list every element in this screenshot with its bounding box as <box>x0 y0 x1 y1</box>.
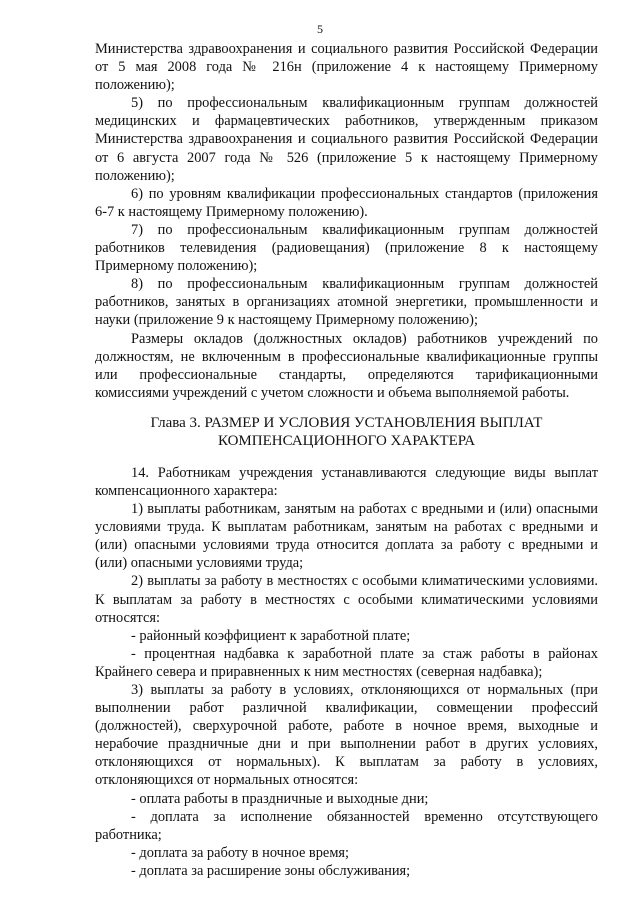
page-number: 5 <box>317 22 323 36</box>
paragraph: 7) по профессиональным квалификационным группам должностей работников телевидения (радиовещания) (приложение 8 к настоящему Примерному положению); <box>95 221 598 275</box>
list-item: - доплата за расширение зоны обслуживания; <box>131 862 411 879</box>
paragraph: 2) выплаты за работу в местностях с особыми климатическими условиями. К выплатам за работу в местностях с особыми климатическими условиями относятся: <box>95 573 598 626</box>
paragraph: 14. Работникам учреждения устанавливаются следующие виды выплат компенсационного характера: <box>95 464 598 499</box>
paragraph: 1) выплаты работникам, занятым на работах с вредными и (или) опасными условиями труда. К выплатам работникам, занятым на работах с вредными и (или) опасными условиями труда относится доплата за работу с вредными и (или) опасными условиями труда; <box>95 501 598 572</box>
list-item: - районный коэффициент к заработной плате; <box>131 627 411 644</box>
paragraph: Размеры окладов (должностных окладов) работников учреждений по должностям, не включенным в профессиональные квалификационные группы или профессиональные стандарты, определяются тарификационными комиссиями учреждений с учетом сложности и объема выполняемой работы. <box>95 330 598 401</box>
list-item: - доплата за работу в ночное время; <box>131 844 350 861</box>
chapter-heading <box>95 414 598 451</box>
paragraph: 3) выплаты за работу в условиях, отклоняющихся от нормальных (при выполнении работ различной квалификации, совмещении профессий (должностей), сверхурочной работе, работе в ночное время, выходные и нерабочие праздничные дни и при выполнении работ в других условиях, отклоняющихся от нормальных). К выплатам за работу в условиях, отклоняющихся от нормальных относятся: <box>95 682 598 789</box>
document-body <box>95 40 598 880</box>
chapter-heading-line: Глава 3. РАЗМЕР И УСЛОВИЯ УСТАНОВЛЕНИЯ ВЫПЛАТ <box>150 414 543 431</box>
list-item: - доплата за исполнение обязанностей временно отсутствующего работника; <box>95 808 598 843</box>
paragraph: 5) по профессиональным квалификационным группам должностей медицинских и фармацевтических работников, утвержденным приказом Министерства здравоохранения и социального развития Российской Федерации от 6 августа 2007 года № 526 (приложение 5 к настоящему Примерному положению); <box>95 95 598 184</box>
paragraph: 8) по профессиональным квалификационным группам должностей работников, занятых в организациях атомной энергетики, промышленности и науки (приложение 9 к настоящему Примерному положению); <box>95 276 598 329</box>
list-item: - оплата работы в праздничные и выходные дни; <box>131 790 429 807</box>
paragraph: Министерства здравоохранения и социального развития Российской Федерации от 5 мая 2008 года № 216н (приложение 4 к настоящему Примерному положению); <box>95 41 598 94</box>
list-item: - процентная надбавка к заработной плате за стаж работы в районах Крайнего севера и приравненных к ним местностях (северная надбавка); <box>95 645 598 680</box>
chapter-heading-line: КОМПЕНСАЦИОННОГО ХАРАКТЕРА <box>217 433 476 450</box>
paragraph: 6) по уровням квалификации профессиональных стандартов (приложения 6-7 к настоящему Примерному положению). <box>95 185 598 220</box>
